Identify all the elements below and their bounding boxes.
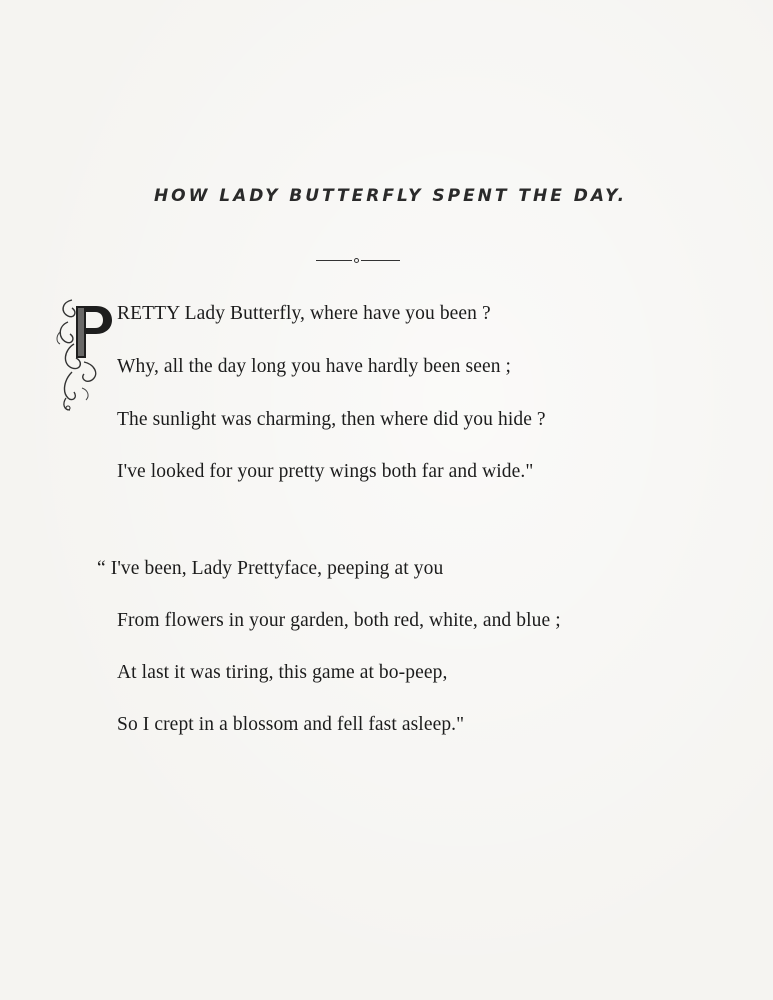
- verse-line: So I crept in a blossom and fell fast asleep.": [117, 714, 465, 735]
- verse-line: I've looked for your pretty wings both far and wide.": [117, 461, 534, 482]
- verse-line: RETTY Lady Butterfly, where have you been ?: [117, 303, 491, 324]
- title-divider-ornament: [316, 258, 400, 264]
- verse-line: From flowers in your garden, both red, white, and blue ;: [117, 610, 561, 631]
- divider-dot-icon: [354, 258, 359, 263]
- ornamental-drop-cap-p: [54, 292, 114, 414]
- verse-line: Why, all the day long you have hardly been seen ;: [117, 356, 512, 377]
- verse-line: The sunlight was charming, then where did you hide ?: [117, 409, 546, 430]
- verse-line: At last it was tiring, this game at bo-peep,: [117, 662, 448, 683]
- verse-line: “ I've been, Lady Prettyface, peeping at you: [97, 558, 444, 579]
- poem-title: HOW LADY BUTTERFLY SPENT THE DAY.: [153, 186, 628, 206]
